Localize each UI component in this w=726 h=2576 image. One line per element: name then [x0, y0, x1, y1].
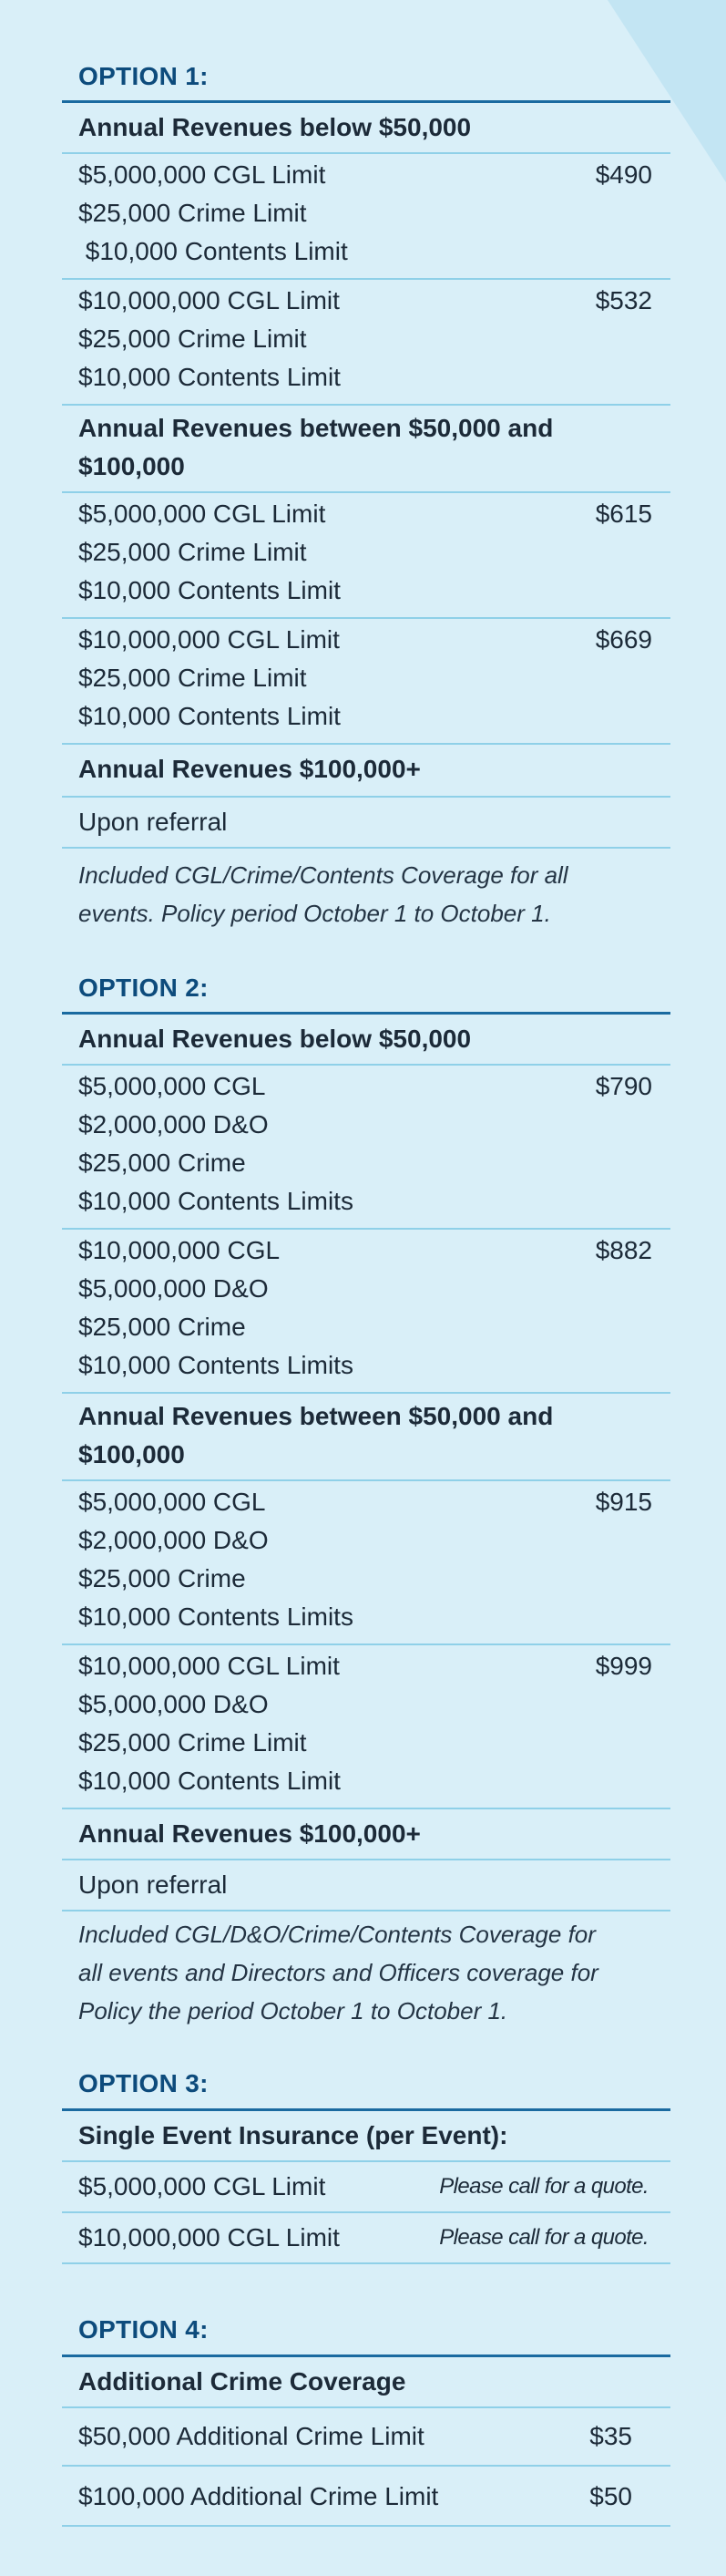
price: $915 — [595, 1488, 652, 1516]
section-header: Annual Revenues $100,000+ — [62, 1809, 670, 1860]
price-row: Upon referral — [62, 798, 670, 849]
price-row — [62, 1645, 670, 1809]
price-row — [62, 493, 670, 619]
coverage-lines: $5,000,000 CGL $2,000,000 D&O $25,000 Crime $10,000 Contents Limits — [78, 1072, 353, 1215]
section-header: Single Event Insurance (per Event): — [62, 2111, 670, 2162]
section-header: Annual Revenues $100,000+ — [62, 745, 670, 798]
quote-note: Please call for a quote. — [439, 2174, 649, 2199]
price-row — [62, 1066, 670, 1230]
option-title: OPTION 3: — [78, 2069, 209, 2097]
price-row: $50,000 Additional Crime Limit $35 — [62, 2408, 670, 2467]
price: $50 — [589, 2482, 632, 2510]
coverage-lines: $10,000,000 CGL Limit $25,000 Crime Limit $10,000 Contents Limit — [78, 625, 341, 730]
coverage-lines: $5,000,000 CGL $2,000,000 D&O $25,000 Crime $10,000 Contents Limits — [78, 1488, 353, 1631]
price-row — [62, 280, 670, 406]
price-row — [62, 154, 670, 280]
section-header: Additional Crime Coverage — [62, 2357, 670, 2408]
coverage-lines: $5,000,000 CGL Limit $25,000 Crime Limit $10,000 Contents Limit — [78, 500, 341, 604]
price: $35 — [589, 2422, 632, 2450]
section-header: Annual Revenues between $50,000 and $100,000 — [62, 1394, 670, 1481]
coverage-lines: $10,000,000 CGL Limit $5,000,000 D&O $25,000 Crime Limit $10,000 Contents Limit — [78, 1652, 341, 1795]
coverage-note: Included CGL/Crime/Contents Coverage for all events. Policy period October 1 to October 1. — [78, 861, 568, 927]
coverage-lines: $5,000,000 CGL Limit $25,000 Crime Limit $10,000 Contents Limit — [78, 160, 348, 265]
price: $532 — [595, 286, 652, 314]
section-header: Annual Revenues below $50,000 — [62, 1015, 670, 1066]
price: $490 — [595, 160, 652, 189]
price: $669 — [595, 625, 652, 654]
price-row — [62, 1230, 670, 1394]
price: $790 — [595, 1072, 652, 1100]
section-header: Annual Revenues below $50,000 — [62, 103, 670, 154]
option-title: OPTION 4: — [78, 2315, 209, 2344]
price-row: $10,000,000 CGL Limit Please call for a quote. — [62, 2213, 670, 2264]
price-row: Upon referral — [62, 1860, 670, 1911]
coverage-lines: $10,000,000 CGL Limit $25,000 Crime Limit $10,000 Contents Limit — [78, 286, 341, 391]
coverage-lines: $10,000,000 CGL $5,000,000 D&O $25,000 Crime $10,000 Contents Limits — [78, 1236, 353, 1379]
price: $615 — [595, 500, 652, 528]
option-title: OPTION 2: — [78, 974, 209, 1002]
coverage-note: Included CGL/D&O/Crime/Contents Coverage for all events and Directors and Officers coverage for Policy the period October 1 to October 1. — [78, 1921, 598, 2025]
section-header: Annual Revenues between $50,000 and $100,000 — [62, 406, 670, 493]
price-row — [62, 619, 670, 745]
option-title: OPTION 1: — [78, 62, 209, 90]
quote-note: Please call for a quote. — [439, 2225, 649, 2250]
price: $882 — [595, 1236, 652, 1264]
price: $999 — [595, 1652, 652, 1680]
price-row — [62, 1481, 670, 1645]
price-row: $5,000,000 CGL Limit Please call for a quote. — [62, 2162, 670, 2213]
price-row: $100,000 Additional Crime Limit $50 — [62, 2467, 670, 2527]
